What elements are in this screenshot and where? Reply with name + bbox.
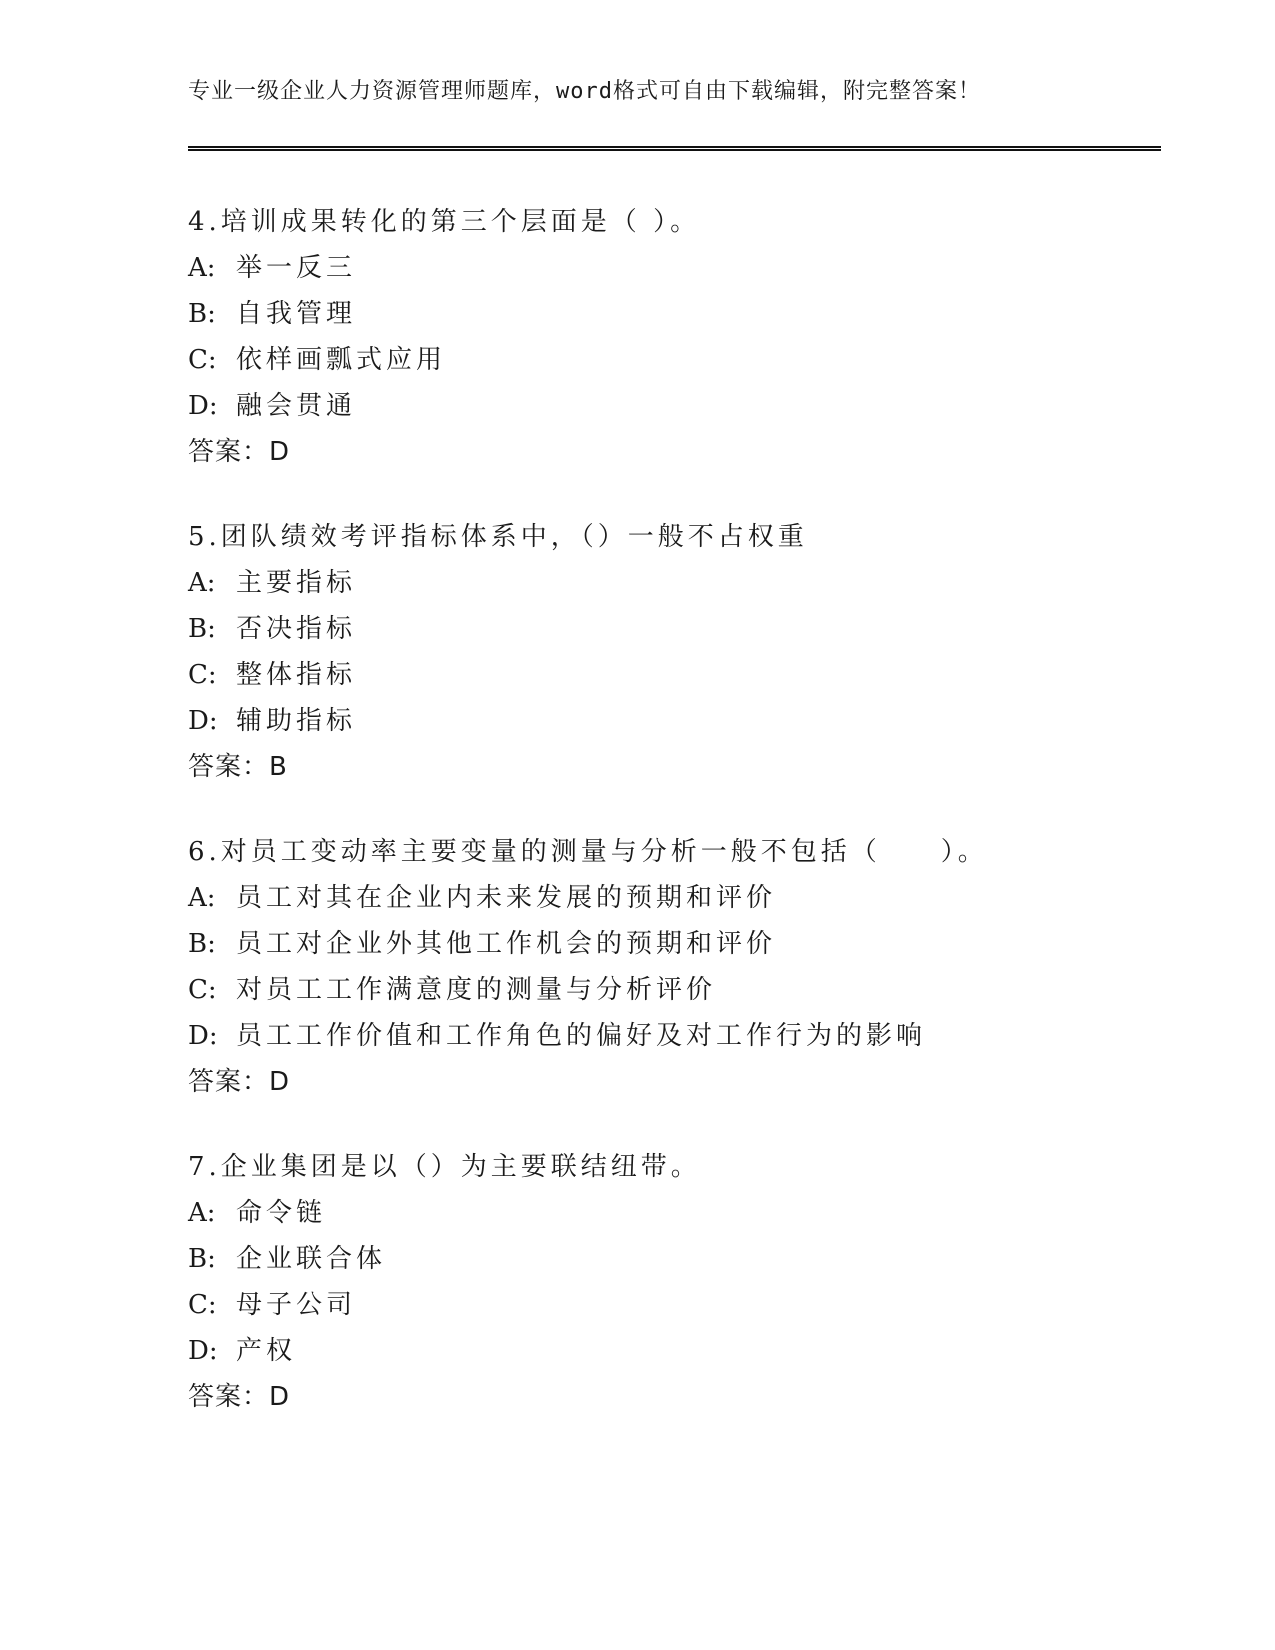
option-label: B: [188,614,216,644]
option-text: 依样画瓢式应用 [236,345,447,375]
option-label: A: [188,883,216,913]
question-stem: 4.培训成果转化的第三个层面是（ ）。 [188,207,701,237]
option-a [188,875,1188,921]
option-label: D: [188,1021,218,1051]
option-label: D: [188,1336,218,1366]
option-b [188,921,1188,967]
question-7 [188,1144,1188,1420]
option-a [188,560,1188,606]
option-text: 辅助指标 [236,706,357,736]
option-label: C: [188,975,217,1005]
option-label: B: [188,1244,216,1274]
option-text: 举一反三 [236,253,357,283]
option-b [188,291,1188,337]
option-label: C: [188,1290,217,1320]
option-d [188,1013,1188,1059]
answer-line: 答案：D [188,1067,291,1097]
option-text: 员工工作价值和工作角色的偏好及对工作行为的影响 [236,1021,927,1051]
option-text: 主要指标 [236,568,357,598]
option-text: 员工对企业外其他工作机会的预期和评价 [236,929,777,959]
question-4 [188,199,1188,475]
option-text: 产权 [236,1336,297,1366]
option-d [188,383,1188,429]
option-label: D: [188,391,218,421]
option-d [188,1328,1188,1374]
question-stem: 5.团队绩效考评指标体系中，（）一般不占权重 [188,522,808,552]
option-text: 母子公司 [236,1290,357,1320]
option-text: 对员工工作满意度的测量与分析评价 [236,975,717,1005]
option-label: B: [188,299,216,329]
option-label: D: [188,706,218,736]
answer-line: 答案：D [188,1382,291,1412]
option-label: A: [188,1198,216,1228]
option-c [188,967,1188,1013]
option-label: C: [188,345,217,375]
question-stem: 7.企业集团是以（）为主要联结纽带。 [188,1152,701,1182]
page-header: 专业一级企业人力资源管理师题库，word格式可自由下载编辑，附完整答案！ [188,79,981,104]
option-b [188,606,1188,652]
option-c [188,337,1188,383]
question-6 [188,829,1188,1105]
option-label: C: [188,660,217,690]
option-c [188,652,1188,698]
option-text: 企业联合体 [236,1244,387,1274]
answer-line: 答案：D [188,437,291,467]
header-rule [188,146,1161,151]
answer-line: 答案：B [188,752,288,782]
option-text: 否决指标 [236,614,357,644]
option-d [188,698,1188,744]
option-a [188,1190,1188,1236]
option-label: B: [188,929,216,959]
option-text: 员工对其在企业内未来发展的预期和评价 [236,883,777,913]
option-text: 融会贯通 [236,391,357,421]
option-label: A: [188,568,216,598]
option-b [188,1236,1188,1282]
option-c [188,1282,1188,1328]
option-text: 自我管理 [236,299,357,329]
option-label: A: [188,253,216,283]
question-stem: 6.对员工变动率主要变量的测量与分析一般不包括（ ）。 [188,837,988,867]
option-text: 整体指标 [236,660,357,690]
question-5 [188,514,1188,790]
option-a [188,245,1188,291]
option-text: 命令链 [236,1198,327,1228]
